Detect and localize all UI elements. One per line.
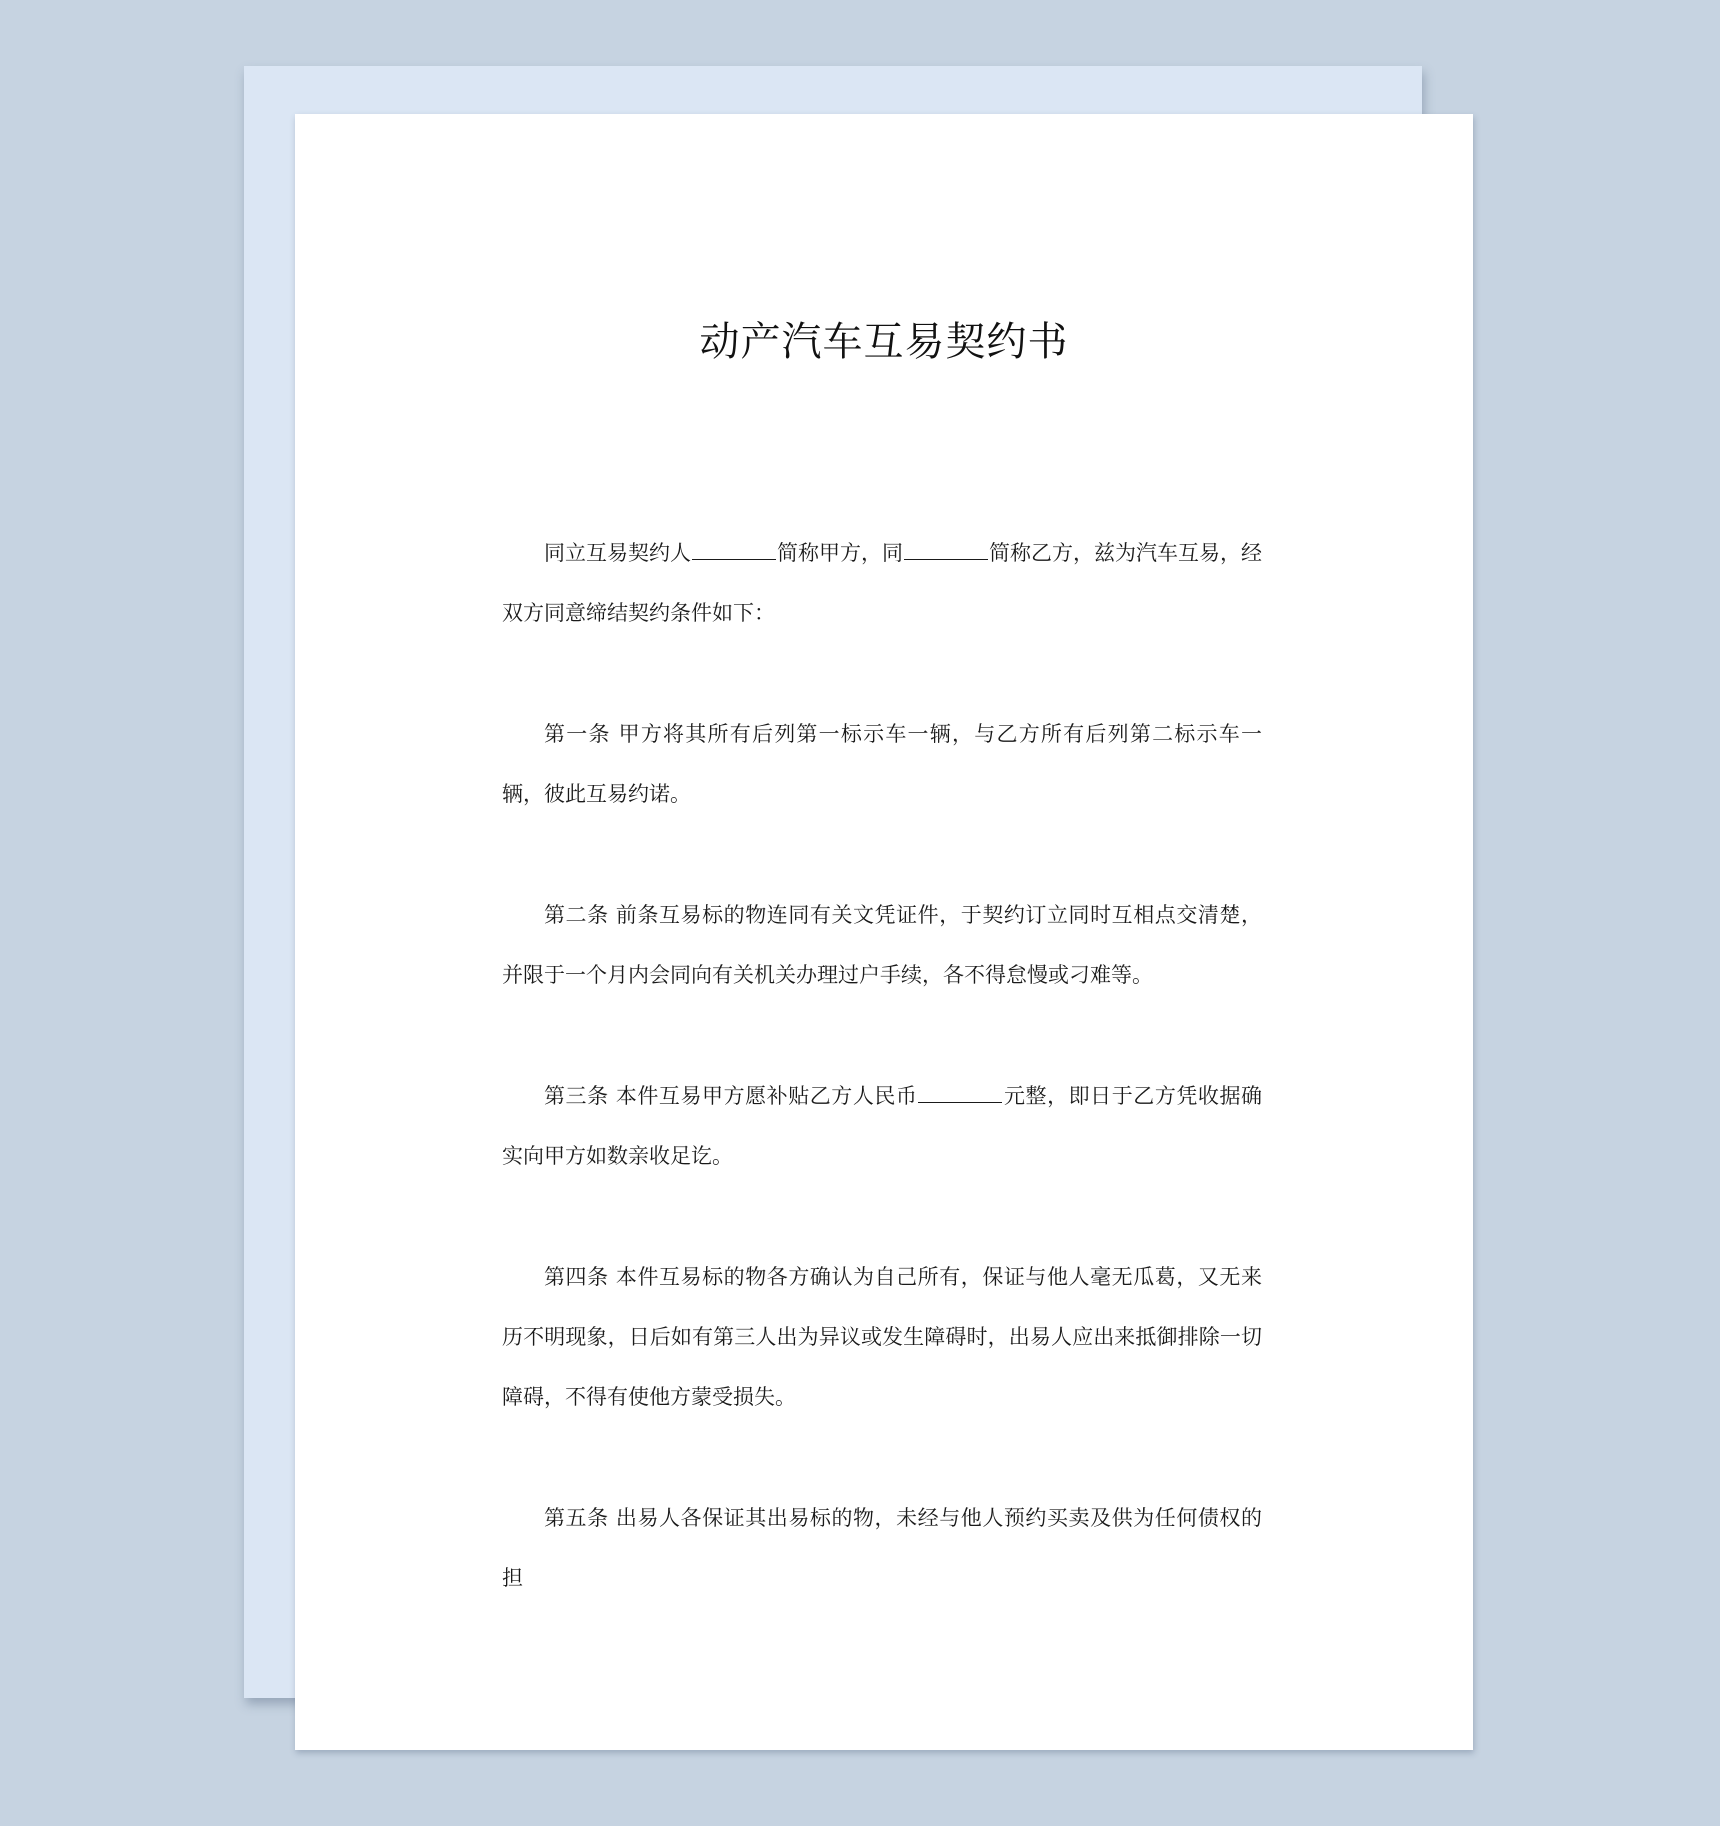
paragraph-text: 第三条 本件互易甲方愿补贴乙方人民币	[544, 1084, 918, 1108]
paragraph-text: 简称甲方，同	[777, 541, 903, 565]
article-1	[502, 704, 1262, 824]
article-2	[502, 885, 1262, 1005]
blank-line-amount	[918, 1080, 1002, 1103]
document-body	[502, 523, 1262, 1608]
paragraph-text: 第一条 甲方将其所有后列第一标示车一辆，与乙方所有后列第二标示车一辆，彼此互易约诺。	[502, 722, 1262, 806]
document-title: 动产汽车互易契约书	[699, 319, 1069, 365]
article-5	[502, 1488, 1262, 1608]
paragraph-text: 元整，即日于乙方凭收据确实向甲方如数亲收足讫。	[502, 1084, 1262, 1168]
paragraph-intro	[502, 523, 1262, 643]
blank-line-party-a	[692, 537, 776, 560]
document-page	[295, 114, 1473, 1750]
paragraph-text: 第五条 出易人各保证其出易标的物，未经与他人预约买卖及供为任何债权的担	[502, 1506, 1262, 1590]
paragraph-text: 简称乙方，兹为汽车互易，经双方同意缔结契约条件如下：	[502, 541, 1262, 625]
paragraph-text: 同立互易契约人	[544, 541, 691, 565]
article-3	[502, 1066, 1262, 1186]
paragraph-text: 第二条 前条互易标的物连同有关文凭证件，于契约订立同时互相点交清楚，并限于一个月内会同向有关机关办理过户手续，各不得怠慢或刁难等。	[502, 903, 1262, 987]
blank-line-party-b	[904, 537, 988, 560]
article-4	[502, 1247, 1262, 1427]
paragraph-text: 第四条 本件互易标的物各方确认为自己所有，保证与他人毫无瓜葛，又无来历不明现象，日后如有第三人出为异议或发生障碍时，出易人应出来抵御排除一切障碍，不得有使他方蒙受损失。	[502, 1265, 1262, 1409]
